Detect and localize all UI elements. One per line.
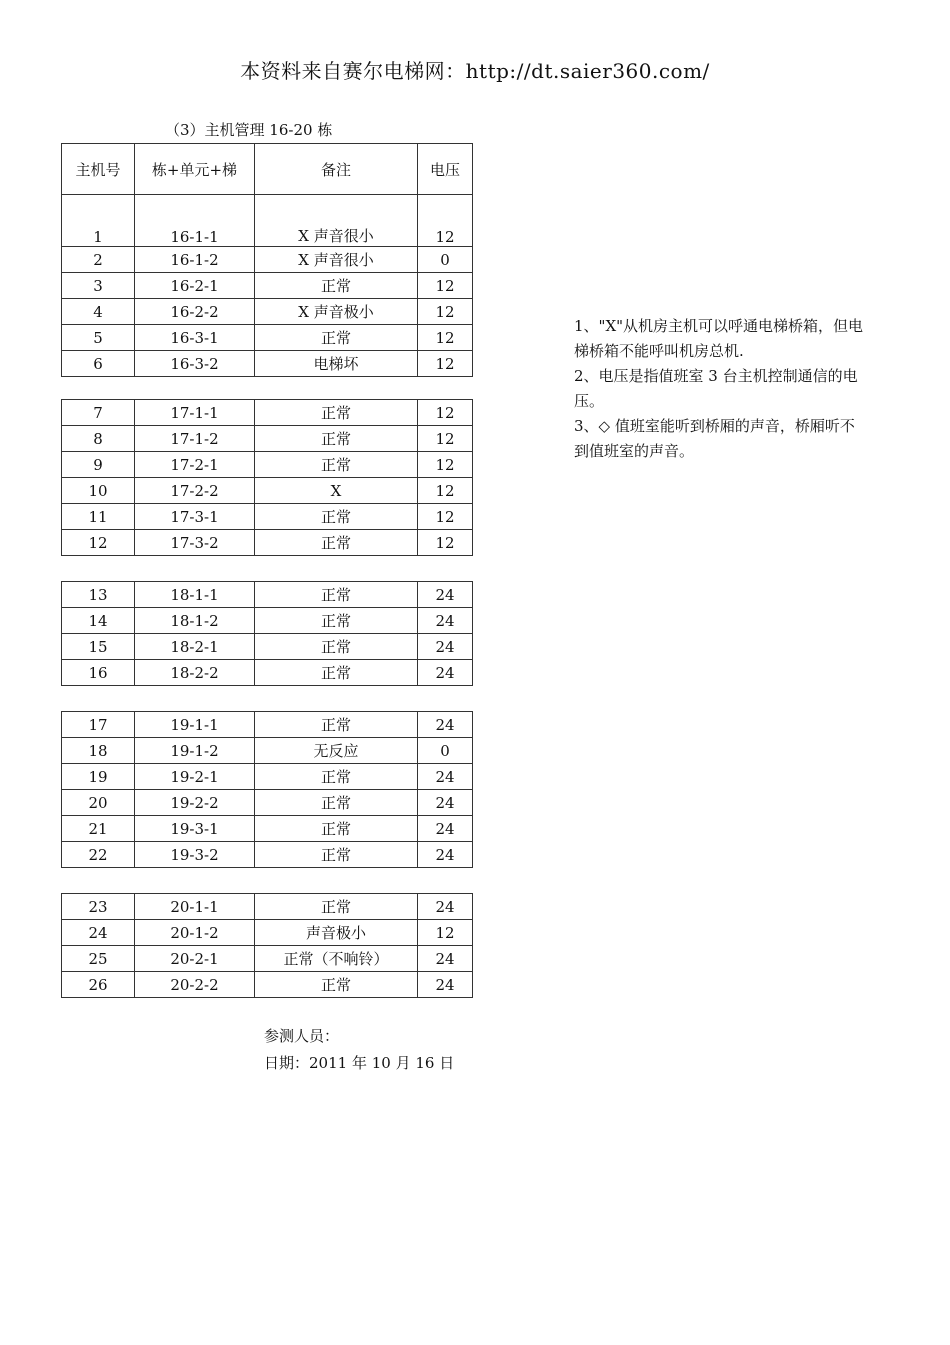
cell-remark: 正常 (255, 608, 418, 634)
cell-voltage: 24 (418, 712, 473, 738)
cell-host-no: 25 (62, 946, 135, 972)
cell-building-unit-elevator: 18-1-1 (135, 582, 255, 608)
table-row (62, 608, 473, 634)
cell-voltage: 24 (418, 790, 473, 816)
note-item: 1、"X"从机房主机可以呼通电梯桥箱，但电梯桥箱不能呼叫机房总机. (574, 317, 864, 360)
cell-remark: 正常 (255, 452, 418, 478)
cell-host-no: 21 (62, 816, 135, 842)
table-row (62, 842, 473, 868)
table-row (62, 712, 473, 738)
table-row (62, 920, 473, 946)
table-row (62, 217, 473, 247)
cell-host-no: 8 (62, 426, 135, 452)
column-header-host-no: 主机号 (62, 144, 135, 195)
table-row (62, 426, 473, 452)
table-row (62, 452, 473, 478)
cell-voltage: 24 (418, 972, 473, 998)
cell-voltage: 12 (418, 478, 473, 504)
table-row (62, 530, 473, 556)
cell-voltage: 12 (418, 920, 473, 946)
cell-voltage: 12 (418, 452, 473, 478)
table-row (62, 946, 473, 972)
cell-voltage: 0 (418, 247, 473, 273)
cell-voltage: 12 (418, 299, 473, 325)
cell-host-no: 15 (62, 634, 135, 660)
cell-building-unit-elevator: 19-2-2 (135, 790, 255, 816)
cell-voltage: 12 (418, 400, 473, 426)
cell-remark: 正常 (255, 325, 418, 351)
cell-remark: X 声音极小 (255, 299, 418, 325)
cell-remark: 正常（不响铃） (255, 946, 418, 972)
cell-building-unit-elevator: 20-2-2 (135, 972, 255, 998)
testers-label: 参测人员： (264, 1027, 340, 1045)
cell-building-unit-elevator: 17-1-2 (135, 426, 255, 452)
cell-building-unit-elevator: 16-3-1 (135, 325, 255, 351)
table-row (62, 738, 473, 764)
cell-remark: 正常 (255, 894, 418, 920)
cell-remark: X 声音很小 (255, 247, 418, 273)
table-row (62, 894, 473, 920)
table-row (62, 325, 473, 351)
cell-voltage: 24 (418, 608, 473, 634)
cell-building-unit-elevator: 19-3-2 (135, 842, 255, 868)
spacer-cell (62, 195, 135, 218)
cell-voltage: 24 (418, 842, 473, 868)
cell-building-unit-elevator: 19-1-2 (135, 738, 255, 764)
cell-host-no: 17 (62, 712, 135, 738)
cell-host-no: 23 (62, 894, 135, 920)
table-row (62, 660, 473, 686)
cell-remark: 电梯坏 (255, 351, 418, 377)
table-title: （3）主机管理 16-20 栋 (165, 121, 333, 139)
cell-remark: 正常 (255, 426, 418, 452)
cell-remark: 正常 (255, 530, 418, 556)
footer (264, 1023, 454, 1077)
host-table-group-16 (61, 143, 473, 377)
note-item: 3、◇ 值班室能听到桥厢的声音，桥厢听不到值班室的声音。 (574, 417, 855, 460)
cell-building-unit-elevator: 18-2-2 (135, 660, 255, 686)
cell-host-no: 16 (62, 660, 135, 686)
cell-building-unit-elevator: 18-1-2 (135, 608, 255, 634)
cell-voltage: 12 (418, 325, 473, 351)
cell-voltage: 12 (418, 530, 473, 556)
spacer-cell (135, 195, 255, 218)
cell-building-unit-elevator: 19-1-1 (135, 712, 255, 738)
cell-host-no: 7 (62, 400, 135, 426)
date-line: 日期：2011 年 10 月 16 日 (264, 1054, 455, 1072)
cell-host-no: 6 (62, 351, 135, 377)
cell-remark: 正常 (255, 712, 418, 738)
cell-voltage: 12 (418, 217, 473, 247)
cell-remark: 正常 (255, 790, 418, 816)
cell-host-no: 12 (62, 530, 135, 556)
table-row (62, 351, 473, 377)
column-header-voltage: 电压 (418, 144, 473, 195)
column-header-building-unit-elevator: 栋+单元+梯 (135, 144, 255, 195)
cell-remark: 正常 (255, 273, 418, 299)
host-table-group-17 (61, 399, 473, 556)
cell-voltage: 24 (418, 582, 473, 608)
cell-host-no: 4 (62, 299, 135, 325)
source-header: 本资料来自赛尔电梯网：http://dt.saier360.com/ (240, 59, 710, 83)
host-table-group-19 (61, 711, 473, 868)
cell-voltage: 24 (418, 764, 473, 790)
cell-host-no: 10 (62, 478, 135, 504)
cell-building-unit-elevator: 17-3-2 (135, 530, 255, 556)
cell-host-no: 13 (62, 582, 135, 608)
cell-remark: 无反应 (255, 738, 418, 764)
cell-remark: 正常 (255, 842, 418, 868)
cell-remark: 正常 (255, 816, 418, 842)
cell-building-unit-elevator: 16-1-2 (135, 247, 255, 273)
cell-building-unit-elevator: 16-2-2 (135, 299, 255, 325)
table-row (62, 478, 473, 504)
cell-voltage: 24 (418, 946, 473, 972)
cell-host-no: 2 (62, 247, 135, 273)
table-row (62, 790, 473, 816)
host-table-group-18 (61, 581, 473, 686)
cell-voltage: 12 (418, 426, 473, 452)
table-row (62, 273, 473, 299)
cell-remark: X 声音很小 (255, 217, 418, 247)
cell-voltage: 12 (418, 504, 473, 530)
cell-building-unit-elevator: 17-1-1 (135, 400, 255, 426)
spacer-cell (418, 195, 473, 218)
table-row (62, 972, 473, 998)
cell-building-unit-elevator: 20-1-1 (135, 894, 255, 920)
cell-host-no: 9 (62, 452, 135, 478)
cell-remark: 正常 (255, 972, 418, 998)
table-row (62, 504, 473, 530)
cell-voltage: 24 (418, 660, 473, 686)
cell-host-no: 5 (62, 325, 135, 351)
table-row (62, 816, 473, 842)
cell-voltage: 24 (418, 634, 473, 660)
cell-host-no: 11 (62, 504, 135, 530)
cell-remark: 正常 (255, 764, 418, 790)
note-item: 2、电压是指值班室 3 台主机控制通信的电压。 (574, 367, 858, 410)
table-row (62, 400, 473, 426)
host-table-group-20 (61, 893, 473, 998)
cell-building-unit-elevator: 19-3-1 (135, 816, 255, 842)
cell-voltage: 0 (418, 738, 473, 764)
table-row (62, 247, 473, 273)
cell-host-no: 14 (62, 608, 135, 634)
cell-remark: X (255, 478, 418, 504)
cell-remark: 正常 (255, 504, 418, 530)
table-spacer-row (62, 195, 473, 218)
cell-building-unit-elevator: 17-3-1 (135, 504, 255, 530)
cell-remark: 正常 (255, 400, 418, 426)
table-row (62, 764, 473, 790)
cell-voltage: 24 (418, 894, 473, 920)
cell-remark: 正常 (255, 660, 418, 686)
spacer-cell (255, 195, 418, 218)
table-row (62, 299, 473, 325)
cell-building-unit-elevator: 20-2-1 (135, 946, 255, 972)
cell-building-unit-elevator: 16-3-2 (135, 351, 255, 377)
table-header-row (62, 144, 473, 195)
notes-panel (574, 314, 864, 464)
cell-voltage: 24 (418, 816, 473, 842)
cell-building-unit-elevator: 20-1-2 (135, 920, 255, 946)
cell-host-no: 19 (62, 764, 135, 790)
cell-remark: 正常 (255, 634, 418, 660)
cell-building-unit-elevator: 16-2-1 (135, 273, 255, 299)
table-row (62, 582, 473, 608)
cell-building-unit-elevator: 17-2-1 (135, 452, 255, 478)
cell-host-no: 3 (62, 273, 135, 299)
cell-remark: 正常 (255, 582, 418, 608)
cell-building-unit-elevator: 17-2-2 (135, 478, 255, 504)
cell-host-no: 20 (62, 790, 135, 816)
cell-host-no: 1 (62, 217, 135, 247)
cell-host-no: 26 (62, 972, 135, 998)
cell-building-unit-elevator: 16-1-1 (135, 217, 255, 247)
cell-voltage: 12 (418, 273, 473, 299)
cell-host-no: 24 (62, 920, 135, 946)
cell-host-no: 18 (62, 738, 135, 764)
cell-building-unit-elevator: 19-2-1 (135, 764, 255, 790)
column-header-remark: 备注 (255, 144, 418, 195)
cell-host-no: 22 (62, 842, 135, 868)
cell-voltage: 12 (418, 351, 473, 377)
cell-building-unit-elevator: 18-2-1 (135, 634, 255, 660)
table-row (62, 634, 473, 660)
cell-remark: 声音极小 (255, 920, 418, 946)
